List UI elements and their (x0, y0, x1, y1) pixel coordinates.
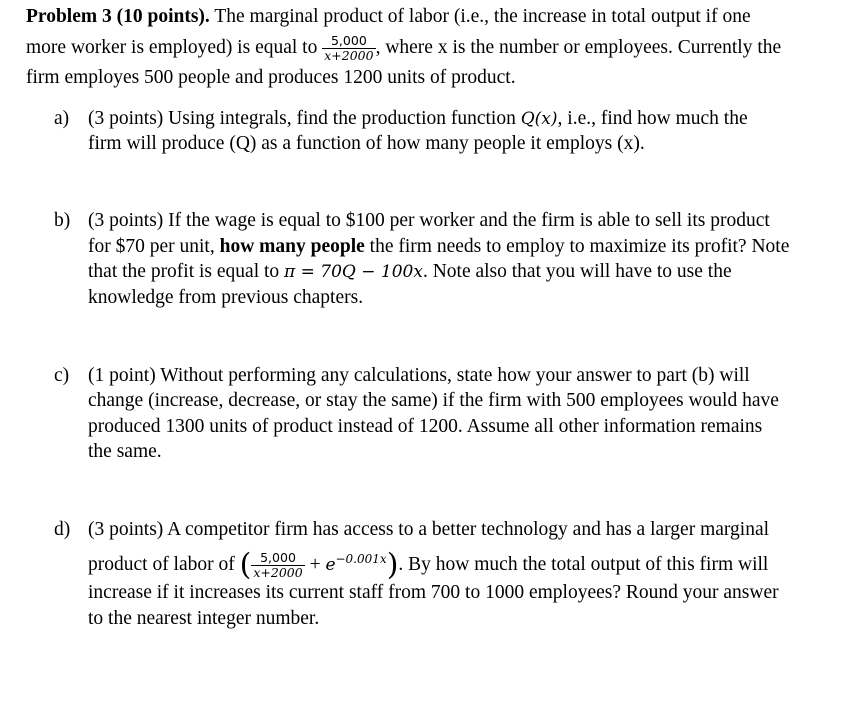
part-d-line-2 (88, 546, 769, 583)
part-d-text-2a: product of labor of (88, 554, 240, 575)
left-paren: ( (239, 547, 252, 583)
exp-base: e (325, 555, 336, 575)
part-d-label: d) (54, 519, 71, 540)
part-c-line-4: the same. (88, 441, 162, 462)
profit-equation: π = 70Q − 100x (284, 262, 423, 282)
problem-line-1 (26, 4, 751, 30)
production-function-q: Q(x) (520, 109, 558, 129)
part-a-text-1b: , i.e., find how much the (557, 108, 748, 129)
part-b-line-3 (88, 259, 732, 285)
part-a-text-1a: (3 points) Using integrals, find the production function (88, 108, 521, 129)
part-b-bold: how many people (219, 236, 365, 257)
competitor-denominator: x+2000 (253, 565, 303, 581)
exp-power: −0.001x (335, 552, 387, 566)
part-c-line-2: change (increase, decrease, or stay the same) if the firm with 500 employees would have (88, 390, 779, 411)
part-d-text-2b: . By how much the total output of this firm will (398, 554, 769, 575)
part-b-text-2b: the firm needs to employ to maximize its profit? Note (364, 236, 790, 257)
problem-heading: Problem 3 (10 points). (26, 6, 210, 27)
fraction-denominator: x+2000 (324, 48, 374, 63)
fraction-numerator: 5,000 (322, 34, 375, 49)
problem-text-1: The marginal product of labor (i.e., the increase in total output if one (209, 6, 751, 27)
part-b-line-1: (3 points) If the wage is equal to $100 per worker and the firm is able to sell its product (88, 210, 770, 231)
part-a-line-1 (88, 106, 748, 132)
part-d-line-3: increase if it increases its current staff from 700 to 1000 employees? Round your answer (88, 582, 779, 603)
competitor-numerator: 5,000 (251, 551, 304, 566)
part-b-line-4: knowledge from previous chapters. (88, 287, 364, 308)
marginal-product-fraction (322, 34, 375, 63)
plus-sign: + (304, 554, 326, 575)
part-b-text-3a: that the profit is equal to (88, 261, 285, 282)
part-b-text-2a: for $70 per unit, (88, 236, 220, 257)
right-paren: ) (386, 547, 399, 583)
problem-line-3: firm employes 500 people and produces 1200 units of product. (26, 67, 516, 88)
problem-line-2 (26, 34, 781, 63)
part-b-label: b) (54, 210, 71, 231)
part-a-label: a) (54, 108, 70, 129)
part-d-line-4: to the nearest integer number. (88, 608, 320, 629)
part-b-line-2 (88, 234, 789, 260)
part-c-line-1: (1 point) Without performing any calculations, state how your answer to part (b) will (88, 365, 750, 386)
part-c-line-3: produced 1300 units of product instead of 1200. Assume all other information remains (88, 416, 763, 437)
competitor-fraction (251, 551, 304, 580)
part-a-line-2: firm will produce (Q) as a function of how many people it employs (x). (88, 133, 645, 154)
part-c-label: c) (54, 365, 70, 386)
part-d-line-1: (3 points) A competitor firm has access to a better technology and has a larger marginal (88, 519, 770, 540)
problem-text-2a: more worker is employed) is equal to (26, 36, 323, 58)
part-b-text-3b: . Note also that you will have to use the (422, 261, 732, 282)
problem-text-2b: , where x is the number or employees. Currently the (375, 36, 782, 58)
